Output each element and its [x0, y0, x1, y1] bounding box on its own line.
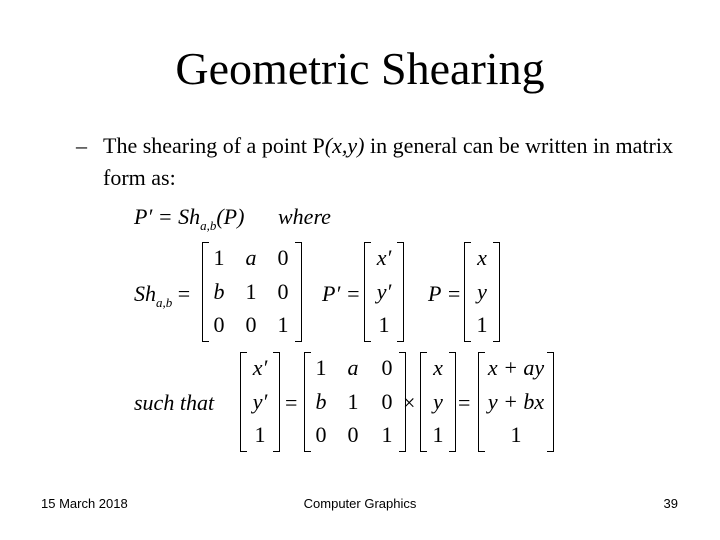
vec2-cell: 1: [432, 422, 444, 447]
vec3-cell: y + bx: [487, 389, 545, 414]
vec1-cell: y′: [252, 389, 268, 414]
footer-date: 15 March 2018: [41, 496, 128, 511]
shmat-cell: a: [245, 245, 257, 270]
mat2-cell: 0: [381, 355, 393, 380]
pprime-label: P′ =: [322, 281, 361, 306]
suchthat-label: such that: [134, 390, 215, 415]
vec1-cell: 1: [254, 422, 266, 447]
vec3-cell: 1: [510, 422, 522, 447]
equals-sign: =: [285, 390, 298, 415]
footer-title: Computer Graphics: [303, 496, 417, 511]
pprime-cell: 1: [378, 312, 390, 337]
shmat-subscript: a,b: [156, 295, 173, 310]
shmat-label-text: Sh: [134, 281, 156, 306]
p-cell: x: [477, 245, 487, 270]
equation-definition: [134, 204, 245, 233]
vec1-cell: x′: [252, 355, 268, 380]
vec3-cell: x + ay: [487, 355, 545, 380]
bullet-dash: –: [76, 133, 87, 158]
mat2-cell: 1: [381, 422, 393, 447]
pprime-cell: y′: [376, 279, 392, 304]
page-number: 39: [663, 496, 678, 511]
p-label: P =: [428, 281, 462, 306]
vec2-cell: y: [433, 389, 443, 414]
result-vector-rhs: [478, 352, 554, 452]
bullet-text: [103, 130, 683, 194]
shmat-cell: 0: [277, 245, 289, 270]
mat2-cell: 1: [347, 389, 359, 414]
shmat-cell: 0: [277, 279, 289, 304]
shear-matrix-2: [304, 352, 406, 452]
eq1-lhs: P′ = Sh: [134, 204, 201, 229]
shmat-equals: =: [172, 281, 191, 306]
shmat-cell: 0: [245, 312, 257, 337]
mat2-cell: 0: [347, 422, 359, 447]
p-cell: 1: [476, 312, 488, 337]
p-vector: [464, 242, 500, 342]
mat2-cell: 0: [381, 389, 393, 414]
slide-title: Geometric Shearing: [175, 43, 545, 94]
shmat-cell: b: [213, 279, 225, 304]
mat2-cell: b: [315, 389, 327, 414]
mat2-cell: a: [347, 355, 359, 380]
equals-sign-2: =: [458, 390, 471, 415]
bullet-text-after: in general can be written in matrix form as:: [103, 133, 673, 190]
pprime-cell: x′: [376, 245, 392, 270]
mat2-cell: 0: [315, 422, 327, 447]
p-cell: y: [477, 279, 487, 304]
shmat-cell: 0: [213, 312, 225, 337]
bullet-text-before: The shearing of a point P: [103, 133, 325, 158]
vec2-cell: x: [433, 355, 443, 380]
times-sign: ×: [403, 390, 416, 415]
shmat-cell: 1: [245, 279, 257, 304]
shmat-cell: 1: [213, 245, 225, 270]
shmat-cell: 1: [277, 312, 289, 337]
eq1-where: where: [278, 204, 331, 229]
eq1-subscript: a,b: [200, 218, 217, 233]
input-vector: [420, 352, 456, 452]
pprime-vector: [364, 242, 404, 342]
bullet-text-italic: (x,y): [324, 133, 365, 158]
eq1-rhs: (P): [216, 204, 245, 229]
result-vector-lhs: [240, 352, 280, 452]
shear-matrix: [202, 242, 302, 342]
mat2-cell: 1: [315, 355, 327, 380]
shmat-label: [134, 281, 191, 310]
